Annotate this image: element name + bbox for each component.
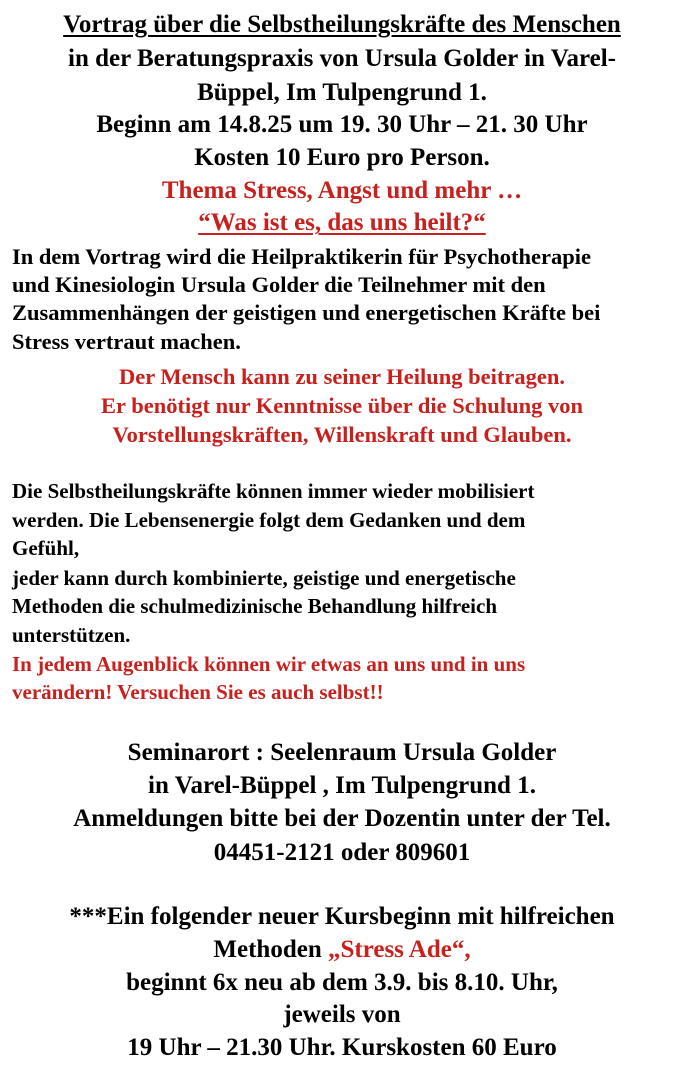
body-line: jeder kann durch kombinierte, geistige und energetische <box>12 566 516 590</box>
phone-numbers: 04451-2121 oder 809601 <box>213 839 471 866</box>
course-line-3: beginnt 6x neu ab dem 3.9. bis 8.10. Uhr, <box>126 969 558 996</box>
course-line-1: ***Ein folgender neuer Kursbeginn mit hilfreichen <box>69 903 615 930</box>
course-line-4: jeweils von <box>283 1001 401 1028</box>
location-line: Seminarort : Seelenraum Ursula Golder <box>127 739 557 766</box>
topic-line-1: Thema Stress, Angst und mehr … <box>161 177 523 204</box>
body-line: werden. Die Lebensenergie folgt dem Gedanken und dem <box>12 508 526 532</box>
highlight-line: Er benötigt nur Kenntnisse über die Schulung von <box>100 393 583 418</box>
body-line: unterstützen. <box>12 623 131 647</box>
intro-line: Stress vertraut machen. <box>12 329 241 354</box>
intro-line: In dem Vortrag wird die Heilpraktikerin für Psychotherapie <box>12 244 591 269</box>
event-cost: Kosten 10 Euro pro Person. <box>194 144 490 171</box>
flyer-title: Vortrag über die Selbstheilungskräfte des Menschen <box>63 11 621 38</box>
body-red-line: verändern! Versuchen Sie es auch selbst!! <box>12 680 384 704</box>
body-line: Methoden die schulmedizinische Behandlung hilfreich <box>12 594 497 618</box>
body-line: Die Selbstheilungskräfte können immer wieder mobilisiert <box>12 479 535 503</box>
intro-line: und Kinesiologin Ursula Golder die Teilnehmer mit den <box>12 272 546 297</box>
highlight-line: Vorstellungskräften, Willenskraft und Glauben. <box>112 422 572 447</box>
course-name-stress-ade: „Stress Ade“, <box>327 936 471 963</box>
location-line: Anmeldungen bitte bei der Dozentin unter der Tel. <box>73 805 611 832</box>
venue-line-1: in der Beratungspraxis von Ursula Golder in Varel- <box>68 45 616 72</box>
course-methods-prefix: Methoden <box>213 936 328 963</box>
highlight-line: Der Mensch kann zu seiner Heilung beitragen. <box>118 364 566 389</box>
course-line-2 <box>0 937 684 962</box>
course-line-5: 19 Uhr – 21.30 Uhr. Kurskosten 60 Euro <box>127 1034 557 1061</box>
topic-line-2: “Was ist es, das uns heilt?“ <box>198 209 486 236</box>
body-red-line: In jedem Augenblick können wir etwas an uns und in uns <box>12 652 526 676</box>
location-line: in Varel-Büppel , Im Tulpengrund 1. <box>148 772 536 799</box>
body-line: Gefühl, <box>12 536 80 560</box>
venue-line-2: Büppel, Im Tulpengrund 1. <box>197 79 487 106</box>
event-time: Beginn am 14.8.25 um 19. 30 Uhr – 21. 30 Uhr <box>96 111 588 138</box>
intro-line: Zusammenhängen der geistigen und energetischen Kräfte bei <box>12 300 601 325</box>
